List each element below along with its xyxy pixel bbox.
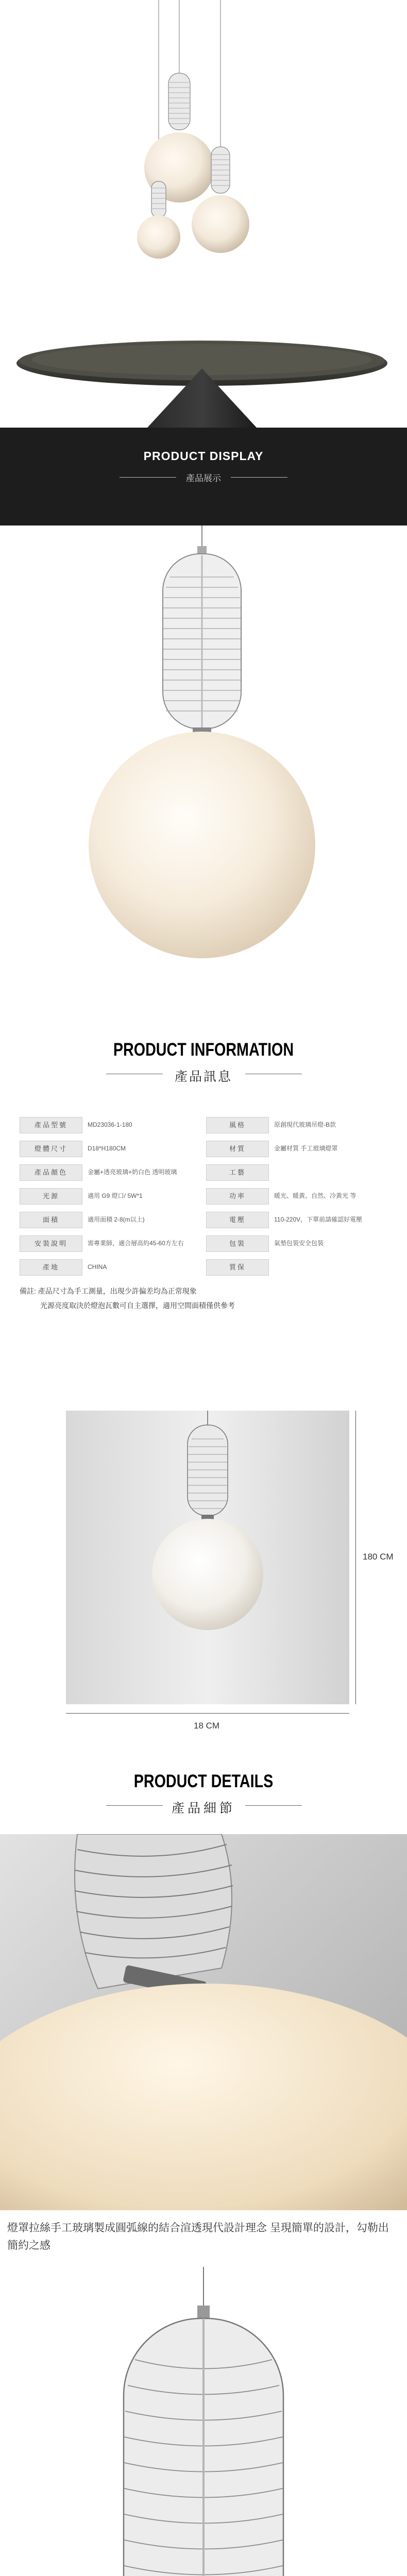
details-description: 燈罩拉絲手工玻璃製成圓弧線的結合渲透現代設計理念 呈現簡單的設計，勾勒出簡約之感 [7, 2222, 389, 2251]
width-label: 18 CM [194, 1721, 220, 1731]
note-line: 備註: 產品尺寸為手工測量，出現少許偏差均為正常現象 [20, 1287, 197, 1295]
spec-label: 材質 [206, 1141, 269, 1157]
details-title: PRODUCT DETAILS [133, 1771, 274, 1791]
single-lamp-section [0, 526, 407, 1020]
info-subtitle: 產品訊息 [174, 1070, 232, 1084]
spec-row [20, 1117, 200, 1133]
display-title: PRODUCT DISPLAY [143, 449, 264, 463]
spec-row [20, 1141, 200, 1157]
spec-label: 風格 [206, 1117, 269, 1133]
spec-value: 適用 G9 燈口/ 5W*1 [88, 1192, 143, 1199]
spec-row [206, 1141, 386, 1157]
spec-row [206, 1117, 386, 1133]
spec-row [206, 1259, 386, 1276]
hero-section [0, 0, 407, 428]
detail-image-1 [0, 1834, 407, 2210]
spec-label: 工藝 [206, 1164, 269, 1181]
details-subtitle: 產品細節 [171, 1801, 235, 1816]
spec-value: D18*H180CM [88, 1145, 126, 1152]
hero-lamp-table-image [0, 0, 407, 428]
spec-label: 質保 [206, 1259, 269, 1276]
spec-value: 適用面積 2-8(m以上) [88, 1216, 145, 1223]
spec-row [20, 1235, 200, 1252]
display-subtitle: 產品展示 [186, 473, 221, 483]
spec-row [206, 1188, 386, 1205]
divider-right [245, 1805, 302, 1806]
lamp-photo-image [66, 1411, 349, 1704]
spec-value: 需專業師，適合層高約45-60方左右 [88, 1240, 184, 1247]
spec-value: 金屬材質 手工玻璃燈罩 [274, 1145, 338, 1152]
height-label: 180 CM [363, 1552, 394, 1562]
size-photo-section [0, 1401, 407, 1752]
spec-row [206, 1164, 386, 1181]
detail-photo-2 [0, 2267, 407, 2576]
spec-value: 氣墊包裝安全包裝 [274, 1240, 324, 1247]
spec-row [206, 1212, 386, 1228]
spec-label: 電壓 [206, 1212, 269, 1228]
spec-label: 產地 [20, 1259, 82, 1276]
spec-value: 110-220V，下單前請確認好電壓 [274, 1216, 363, 1223]
spec-value: 金屬+透亮玻璃+奶白色 透明玻璃 [88, 1168, 177, 1176]
spec-value: CHINA [88, 1263, 107, 1270]
spec-label: 光源 [20, 1188, 82, 1205]
divider-right [231, 477, 287, 478]
single-lamp-image [0, 526, 407, 1020]
product-info-section [0, 1020, 407, 1401]
detail-photo-1 [0, 1834, 407, 2210]
spec-label: 安裝說明 [20, 1235, 82, 1252]
product-display-banner [0, 428, 407, 526]
spec-row [20, 1164, 200, 1181]
note-line: 光源亮度取決於燈泡瓦數可自主選擇，適用空間面積僅供參考 [40, 1301, 235, 1310]
info-title: PRODUCT INFORMATION [113, 1040, 294, 1060]
size-photo [66, 1411, 349, 1704]
detail-image-2 [0, 2267, 407, 2576]
spec-label: 產品顏色 [20, 1164, 82, 1181]
spec-row [20, 1259, 200, 1276]
notes [20, 1284, 235, 1313]
spec-value: 原創現代玻璃吊燈-B款 [274, 1121, 336, 1128]
spec-row [20, 1212, 200, 1228]
spec-value: 暖光、暖黃、自然、冷黃光 等 [274, 1192, 357, 1199]
spec-row [206, 1235, 386, 1252]
spec-label: 產品型號 [20, 1117, 82, 1133]
spec-label: 功率 [206, 1188, 269, 1205]
width-dimension-line [66, 1713, 349, 1714]
spec-label: 燈體尺寸 [20, 1141, 82, 1157]
spec-row [20, 1188, 200, 1205]
spec-label: 面積 [20, 1212, 82, 1228]
height-dimension-line [355, 1411, 356, 1704]
spec-value: MD23036-1-180 [88, 1121, 132, 1128]
spec-label: 包裝 [206, 1235, 269, 1252]
product-details-section [0, 1752, 407, 2576]
